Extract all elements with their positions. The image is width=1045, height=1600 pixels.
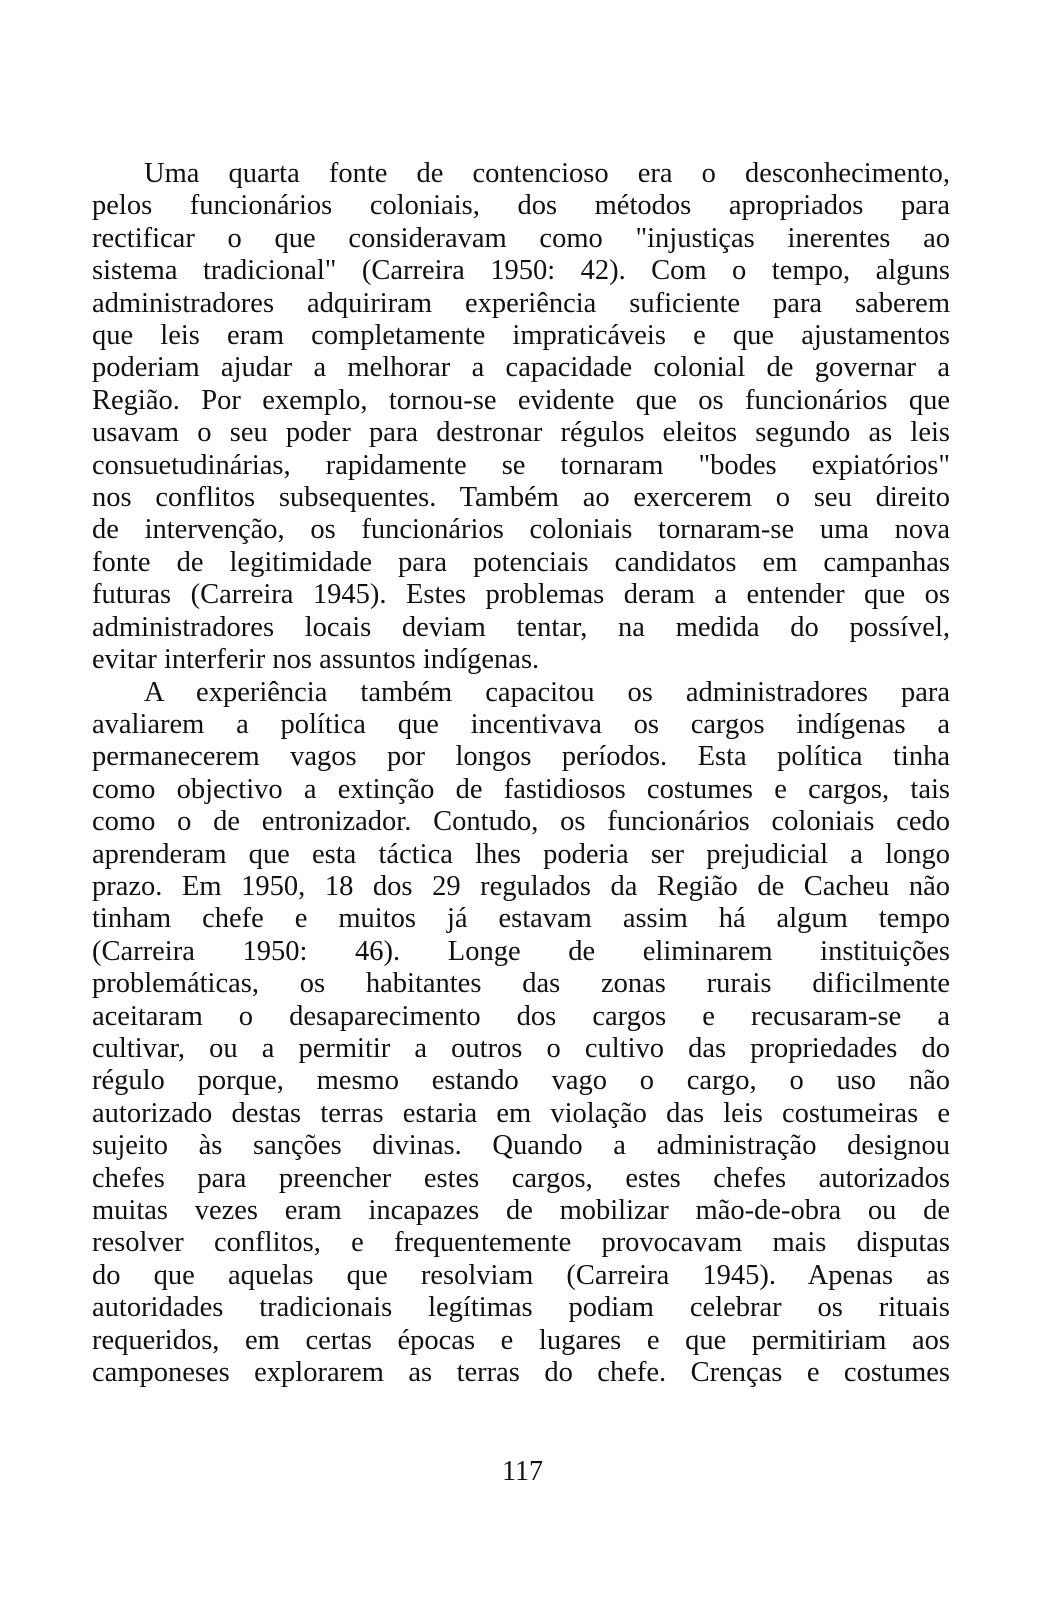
text-line: A experiência também capacitou os administradores para [144, 676, 950, 708]
text-line: do que aquelas que resolviam (Carreira 1945). Apenas as [92, 1259, 950, 1291]
paragraph-1 [92, 158, 950, 677]
text-line: camponeses explorarem as terras do chefe. Crenças e costumes [92, 1357, 950, 1389]
text-line: aprenderam que esta táctica lhes poderia ser prejudicial a longo [92, 838, 950, 870]
text-line: autorizado destas terras estaria em violação das leis costumeiras e [92, 1097, 950, 1129]
body-text [92, 158, 950, 1389]
text-line: administradores locais deviam tentar, na medida do possível, [92, 611, 950, 643]
text-line: evitar interferir nos assuntos indígenas. [92, 644, 540, 676]
text-line: tinham chefe e muitos já estavam assim há algum tempo [92, 903, 950, 935]
text-line: de intervenção, os funcionários coloniais tornaram-se uma nova [92, 514, 950, 546]
text-line: Região. Por exemplo, tornou-se evidente que os funcionários que [92, 384, 950, 416]
text-line: Uma quarta fonte de contencioso era o desconhecimento, [144, 158, 950, 189]
text-line: chefes para preencher estes cargos, estes chefes autorizados [92, 1162, 950, 1194]
text-line: consuetudinárias, rapidamente se tornaram "bodes expiatórios" [92, 449, 950, 481]
text-line: como objectivo a extinção de fastidiosos costumes e cargos, tais [92, 773, 950, 805]
text-line: que leis eram completamente impraticáveis e que ajustamentos [92, 320, 950, 352]
text-line: aceitaram o desaparecimento dos cargos e recusaram-se a [92, 1000, 950, 1032]
text-line: futuras (Carreira 1945). Estes problemas deram a entender que os [92, 579, 950, 611]
text-line: autoridades tradicionais legítimas podiam celebrar os rituais [92, 1292, 950, 1324]
text-line: prazo. Em 1950, 18 dos 29 regulados da Região de Cacheu não [92, 870, 950, 902]
text-line: avaliarem a política que incentivava os cargos indígenas a [92, 708, 950, 740]
text-line: régulo porque, mesmo estando vago o cargo, o uso não [92, 1065, 950, 1097]
text-line: como o de entronizador. Contudo, os funcionários coloniais cedo [92, 806, 950, 838]
page-number: 117 [502, 1456, 543, 1487]
text-line: (Carreira 1950: 46). Longe de eliminarem instituições [92, 935, 950, 967]
text-line: resolver conflitos, e frequentemente provocavam mais disputas [92, 1227, 950, 1259]
text-line: sistema tradicional" (Carreira 1950: 42). Com o tempo, alguns [92, 255, 950, 287]
text-line: requeridos, em certas épocas e lugares e que permitiriam aos [92, 1324, 950, 1356]
text-line: cultivar, ou a permitir a outros o cultivo das propriedades do [92, 1032, 950, 1064]
text-line: usavam o seu poder para destronar régulos eleitos segundo as leis [92, 417, 950, 449]
text-line: pelos funcionários coloniais, dos métodos apropriados para [92, 190, 950, 222]
text-line: muitas vezes eram incapazes de mobilizar mão-de-obra ou de [92, 1195, 950, 1226]
text-line: rectificar o que consideravam como "injustiças inerentes ao [92, 222, 950, 254]
text-line: nos conflitos subsequentes. Também ao exercerem o seu direito [92, 482, 950, 514]
text-line: poderiam ajudar a melhorar a capacidade colonial de governar a [92, 352, 950, 384]
text-line: sujeito às sanções divinas. Quando a administração designou [92, 1130, 950, 1162]
text-line: fonte de legitimidade para potenciais candidatos em campanhas [92, 546, 950, 578]
text-line: problemáticas, os habitantes das zonas rurais dificilmente [92, 968, 950, 1000]
text-line: permanecerem vagos por longos períodos. Esta política tinha [92, 741, 950, 773]
paragraph-2 [92, 677, 950, 1390]
text-line: administradores adquiriram experiência suficiente para saberem [92, 287, 950, 319]
